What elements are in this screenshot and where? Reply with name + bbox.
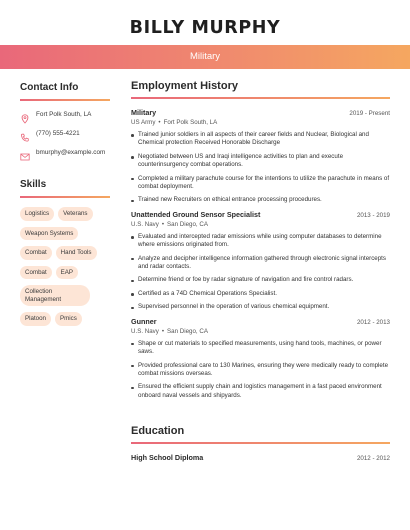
phone-icon (20, 130, 30, 140)
employment-section-title: Employment History (131, 80, 238, 92)
job-bullet: Negotiated between US and Iraqi intelligence activities to plan and execute counterinsurgency combat operations. (131, 153, 390, 170)
job-entry (131, 317, 390, 400)
skill-tag: Pmics (55, 312, 82, 326)
job-bullet: Provided professional care to 130 Marines, ensuring they were medically ready to complete combat missions overseas. (131, 362, 390, 379)
job-title-banner: Military (0, 45, 410, 69)
contact-phone-text: (770) 555-4221 (36, 130, 80, 137)
job-location: San Diego, CA (167, 327, 208, 335)
section-divider (131, 442, 390, 444)
separator-dot: • (161, 220, 165, 228)
contact-phone (20, 130, 110, 140)
skill-tag: Logistics (20, 207, 54, 221)
job-bullet: Ensured the efficient supply chain and logistics management in a fast paced environment onboard naval vessels and shipyards. (131, 383, 390, 400)
job-bullets (131, 340, 390, 400)
contact-location (20, 111, 110, 121)
job-location: Fort Polk South, LA (163, 119, 218, 126)
skill-tag: EAP (56, 266, 78, 280)
job-dates: 2013 - 2019 (356, 211, 390, 219)
employment-section (131, 80, 390, 405)
contact-location-text: Fort Polk South, LA (36, 111, 92, 118)
job-location: San Diego, CA (167, 220, 208, 228)
job-bullet: Supervised personnel in the operation of various chemical equipment. (131, 303, 390, 311)
job-employer (131, 119, 390, 126)
skill-tag: Combat (20, 266, 52, 280)
section-divider (131, 97, 390, 99)
job-entry (131, 210, 390, 312)
job-org: U.S. Navy (131, 220, 159, 228)
job-dates: 2019 - Present (349, 110, 390, 117)
job-org: US Army (131, 119, 156, 126)
job-bullet: Trained new Recruiters on ethical entrance processing procedures. (131, 196, 390, 204)
job-employer (131, 328, 390, 335)
skill-tag: Weapon Systems (20, 227, 78, 241)
contact-section-title: Contact Info (20, 82, 79, 93)
separator-dot: • (161, 327, 165, 335)
skill-tag: Hand Tools (56, 246, 97, 260)
job-title: Gunner (131, 316, 157, 326)
skills-list (20, 207, 110, 332)
skill-tag: Platoon (20, 312, 51, 326)
left-column (20, 82, 110, 332)
education-entry (131, 453, 390, 462)
education-dates: 2012 - 2012 (356, 455, 390, 462)
section-divider (20, 196, 110, 198)
job-dates: 2012 - 2013 (356, 318, 390, 326)
envelope-icon (20, 149, 30, 159)
job-bullet: Determine friend or foe by radar signature of navigation and fire control radars. (131, 276, 390, 284)
job-bullets (131, 131, 390, 205)
job-title: Unattended Ground Sensor Specialist (131, 209, 261, 219)
job-bullet: Analyze and decipher intelligence information gathered through electronic signal intercepts and radar contacts. (131, 255, 390, 272)
job-employer (131, 221, 390, 228)
contact-email (20, 149, 110, 159)
education-section-title: Education (131, 425, 185, 437)
contact-email-text: bmurphy@example.com (36, 149, 106, 156)
resume-name: BILLY MURPHY (129, 18, 281, 38)
job-bullet: Shape or cut materials to specified measurements, using hand tools, machines, or power saws. (131, 340, 390, 357)
job-bullet: Completed a military parachute course for the intentions to utilize the parachute in means of combat deployment. (131, 175, 390, 192)
skill-tag: Combat (20, 246, 52, 260)
skill-tag: Veterans (58, 207, 92, 221)
job-bullet: Certified as a 74D Chemical Operations Specialist. (131, 290, 390, 298)
job-org: U.S. Navy (131, 327, 159, 335)
education-section (131, 425, 390, 462)
job-title: Military (131, 108, 157, 117)
skill-tag: Collection Management (20, 285, 90, 306)
location-pin-icon (20, 111, 30, 121)
separator-dot: • (158, 119, 161, 126)
section-divider (20, 99, 110, 101)
skills-section-title: Skills (20, 179, 47, 190)
job-bullet: Evaluated and intercepted radar emissions while using computer databases to determine where emissions originated from. (131, 233, 390, 250)
degree-title: High School Diploma (131, 453, 204, 462)
job-entry (131, 108, 390, 205)
contact-list (20, 111, 110, 159)
job-bullet: Trained junior soldiers in all aspects of their career fields and Nuclear, Biological and Chemical protection Received Honorable Discharge (131, 131, 390, 148)
job-bullets (131, 233, 390, 312)
